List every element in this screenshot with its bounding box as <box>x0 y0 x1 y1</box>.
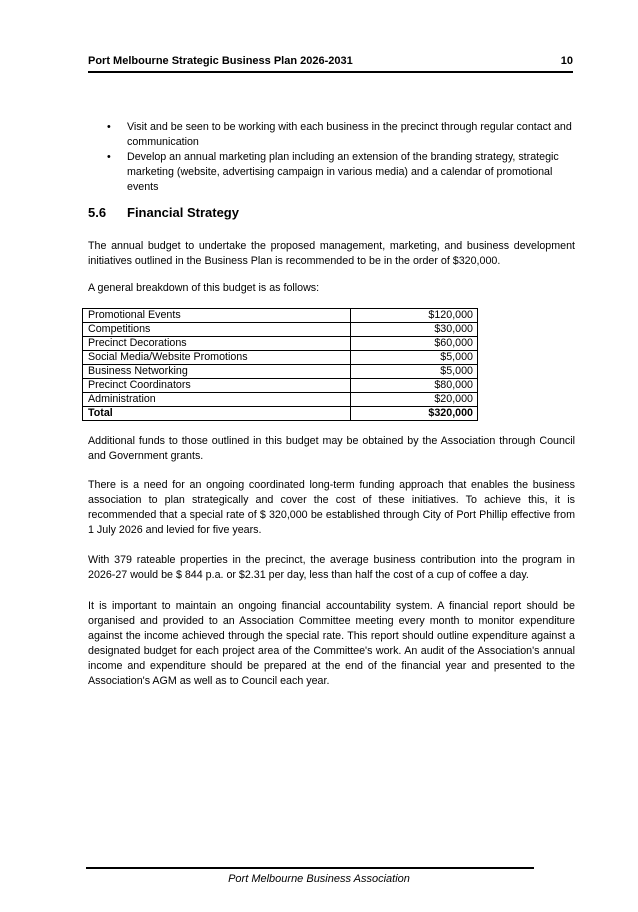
item-cell: Social Media/Website Promotions <box>83 351 351 365</box>
item-cell: Precinct Coordinators <box>83 379 351 393</box>
item-cell: Promotional Events <box>83 309 351 323</box>
table-row <box>83 309 478 323</box>
amount-cell: $60,000 <box>351 337 478 351</box>
item-cell: Administration <box>83 393 351 407</box>
paragraph-contribution: With 379 rateable properties in the precinct, the average business contribution into the program in 2026-27 would be $ 844 p.a. or $2.31 per day, less than half the cost of a cup of coffee a day. <box>88 554 575 581</box>
footer-rule <box>86 867 534 869</box>
table-row <box>83 379 478 393</box>
budget-table <box>82 308 478 421</box>
table-row <box>83 337 478 351</box>
total-amount-cell: $320,000 <box>351 407 478 421</box>
amount-cell: $80,000 <box>351 379 478 393</box>
list-item <box>88 150 575 195</box>
page-number: 10 <box>560 55 573 67</box>
bullet-text: Develop an annual marketing plan including an extension of the branding strategy, strategic marketing (website, advertising campaign in various media) and a calendar of promotional events <box>127 151 559 193</box>
section-number: 5.6 <box>88 205 107 220</box>
page-header <box>88 54 573 73</box>
table-row <box>83 351 478 365</box>
paragraph-budget-intro: The annual budget to undertake the proposed management, marketing, and business development initiatives outlined in the Business Plan is recommended to be in the order of $320,000. <box>88 240 575 267</box>
item-cell: Precinct Decorations <box>83 337 351 351</box>
table-row <box>83 393 478 407</box>
table-row <box>83 365 478 379</box>
total-label-cell: Total <box>83 407 351 421</box>
page-content <box>88 120 575 689</box>
amount-cell: $120,000 <box>351 309 478 323</box>
bullet-list <box>88 120 575 195</box>
header-title: Port Melbourne Strategic Business Plan 2026-2031 <box>88 55 353 67</box>
paragraph-breakdown-lead: A general breakdown of this budget is as follows: <box>88 282 320 294</box>
table-total-row <box>83 407 478 421</box>
amount-cell: $20,000 <box>351 393 478 407</box>
amount-cell: $5,000 <box>351 351 478 365</box>
table-row <box>83 323 478 337</box>
bullet-icon: • <box>107 151 111 163</box>
paragraph-accountability: It is important to maintain an ongoing financial accountability system. A financial report should be organised and provided to an Association Committee meeting every month to monitor expenditure against the income achieved through the special rate. This report should outline expenditure against a designated budget for each project area of the Committee's work. An audit of the Association's annual income and expenditure should be prepared at the end of the financial year and presented to the Association's AGM as well as to Council each year. <box>88 600 575 687</box>
bullet-icon: • <box>107 121 111 133</box>
amount-cell: $30,000 <box>351 323 478 337</box>
section-title: Financial Strategy <box>127 205 239 220</box>
paragraph-additional-funds: Additional funds to those outlined in this budget may be obtained by the Association through Council and Government grants. <box>88 435 575 462</box>
section-heading <box>88 205 575 220</box>
footer-text: Port Melbourne Business Association <box>228 873 410 885</box>
amount-cell: $5,000 <box>351 365 478 379</box>
list-item <box>88 120 575 150</box>
paragraph-funding-need: There is a need for an ongoing coordinated long-term funding approach that enables the business association to plan strategically and cover the cost of these initiatives. To achieve this, it is recommended that a special rate of $ 320,000 be established through City of Port Phillip effective from 1 July 2026 and levied for five years. <box>88 479 575 536</box>
item-cell: Business Networking <box>83 365 351 379</box>
item-cell: Competitions <box>83 323 351 337</box>
bullet-text: Visit and be seen to be working with each business in the precinct through regular contact and communication <box>127 121 572 148</box>
